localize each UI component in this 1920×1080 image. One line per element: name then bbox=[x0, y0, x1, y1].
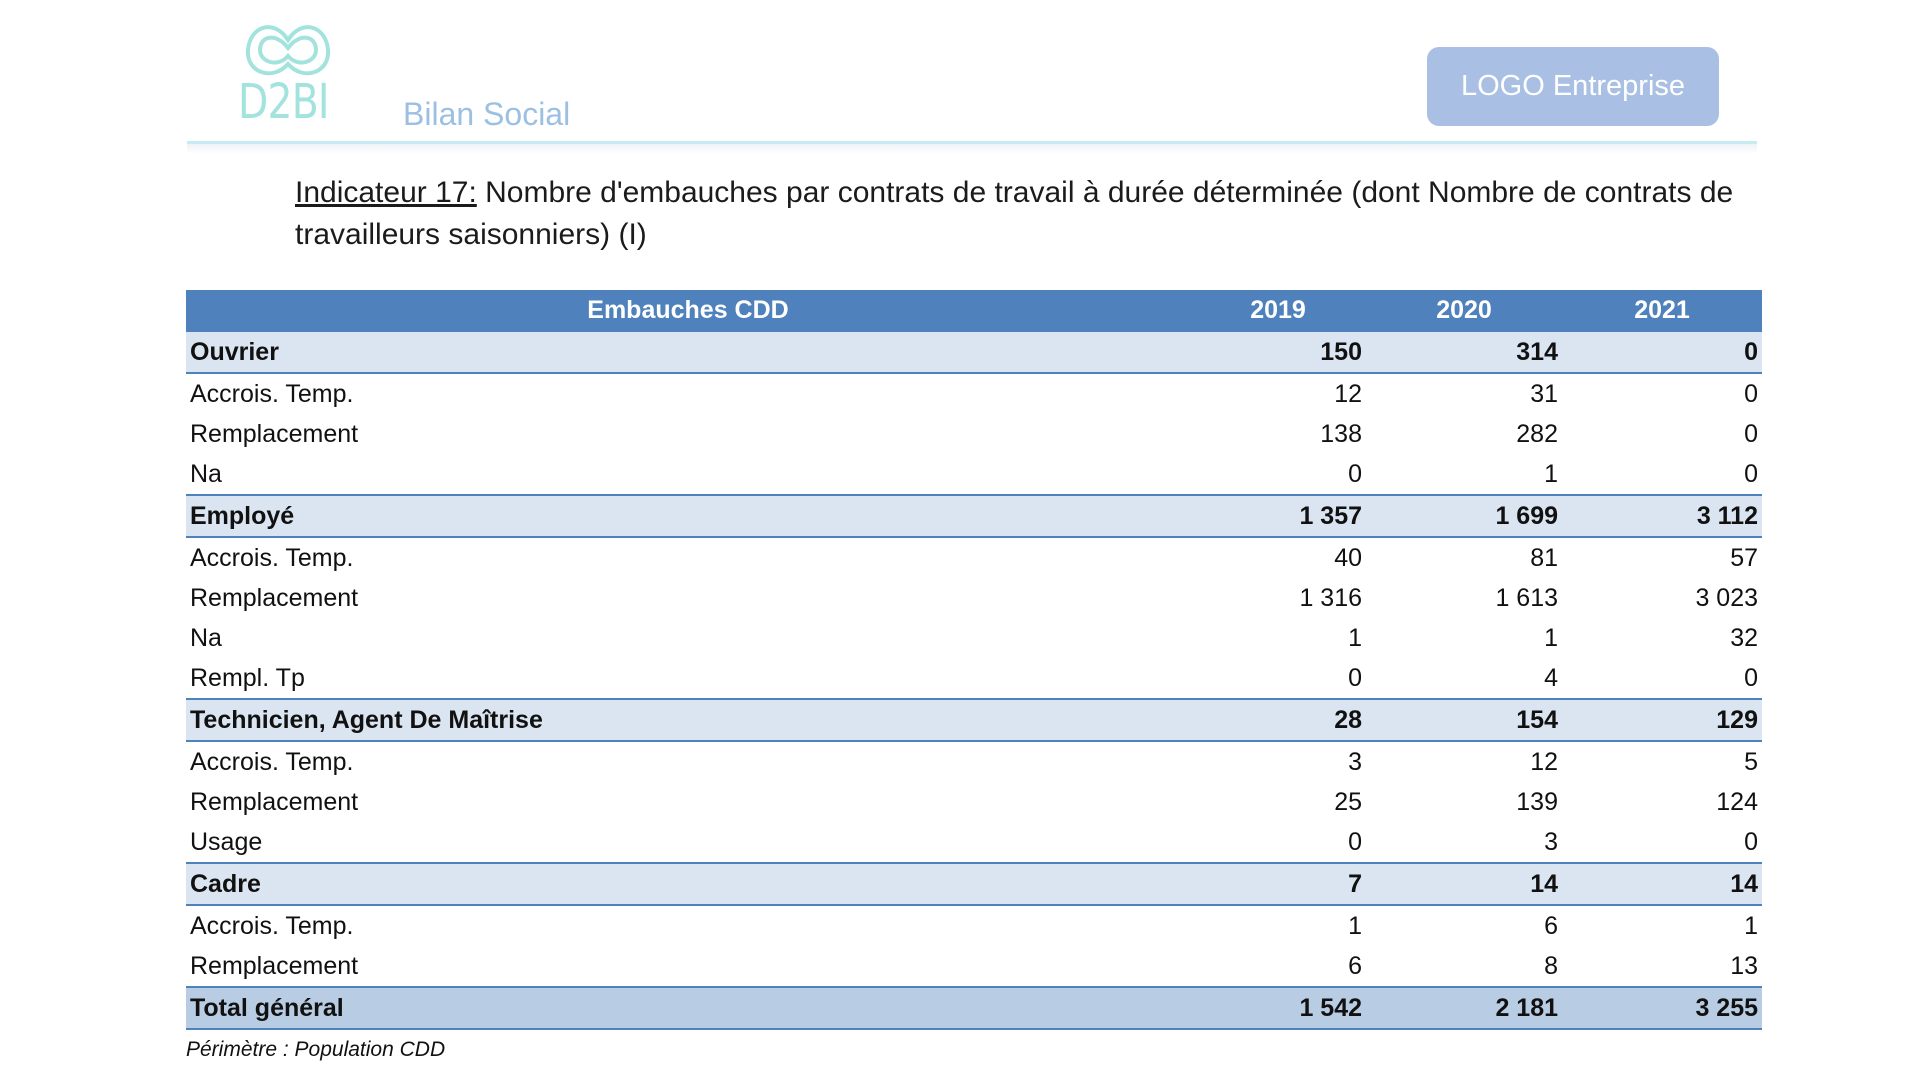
table-row bbox=[186, 905, 1762, 946]
table-header-row bbox=[186, 290, 1762, 331]
company-logo-placeholder bbox=[1427, 47, 1719, 126]
value-cell: 12 bbox=[1334, 379, 1362, 408]
row-label-cell: Remplacement bbox=[190, 419, 359, 448]
value-cell: 3 023 bbox=[1695, 583, 1758, 612]
table-row bbox=[186, 618, 1762, 658]
table-row bbox=[186, 454, 1762, 495]
value-cell: 0 bbox=[1744, 663, 1758, 692]
table-row bbox=[186, 537, 1762, 578]
value-cell: 4 bbox=[1544, 663, 1558, 692]
row-label-cell: Rempl. Tp bbox=[190, 663, 305, 692]
indicator-title bbox=[295, 172, 1775, 256]
table-body bbox=[186, 331, 1762, 1029]
column-header-2020: 2020 bbox=[1366, 290, 1562, 331]
table-row bbox=[186, 946, 1762, 987]
value-cell: 81 bbox=[1530, 543, 1558, 572]
table-row bbox=[186, 741, 1762, 782]
table-row bbox=[186, 658, 1762, 699]
value-cell: 0 bbox=[1744, 827, 1758, 856]
value-cell: 1 bbox=[1348, 911, 1362, 940]
category-row bbox=[186, 495, 1762, 537]
value-cell: 129 bbox=[1562, 699, 1762, 741]
value-cell: 3 bbox=[1348, 747, 1362, 776]
value-cell: 150 bbox=[1190, 331, 1366, 373]
document-title: Bilan Social bbox=[403, 96, 571, 132]
brand-logo bbox=[238, 8, 338, 130]
indicator-label: Indicateur 17: bbox=[295, 176, 477, 209]
row-label-cell: Remplacement bbox=[190, 787, 359, 816]
table-row bbox=[186, 822, 1762, 863]
row-label-cell: Accrois. Temp. bbox=[190, 747, 354, 776]
value-cell: 1 bbox=[1744, 911, 1758, 940]
value-cell: 1 357 bbox=[1190, 495, 1366, 537]
table-row bbox=[186, 373, 1762, 414]
value-cell: 0 bbox=[1348, 663, 1362, 692]
value-cell: 6 bbox=[1544, 911, 1558, 940]
value-cell: 31 bbox=[1530, 379, 1558, 408]
category-row bbox=[186, 331, 1762, 373]
value-cell: 14 bbox=[1366, 863, 1562, 905]
value-cell: 1 613 bbox=[1495, 583, 1558, 612]
value-cell: 5 bbox=[1744, 747, 1758, 776]
value-cell: 138 bbox=[1320, 419, 1362, 448]
footnote: Périmètre : Population CDD bbox=[186, 1038, 446, 1061]
row-label-cell: Accrois. Temp. bbox=[190, 911, 354, 940]
category-row bbox=[186, 699, 1762, 741]
value-cell: 3 112 bbox=[1562, 495, 1762, 537]
value-cell: 12 bbox=[1530, 747, 1558, 776]
row-label-cell: Cadre bbox=[186, 863, 1190, 905]
value-cell: 14 bbox=[1562, 863, 1762, 905]
row-label-cell: Na bbox=[190, 459, 222, 488]
row-label-cell: Accrois. Temp. bbox=[190, 543, 354, 572]
value-cell: 57 bbox=[1730, 543, 1758, 572]
row-label-cell: Total général bbox=[186, 987, 1190, 1029]
value-cell: 282 bbox=[1516, 419, 1558, 448]
value-cell: 1 316 bbox=[1299, 583, 1362, 612]
column-header-2021: 2021 bbox=[1562, 290, 1762, 331]
value-cell: 28 bbox=[1190, 699, 1366, 741]
value-cell: 25 bbox=[1334, 787, 1362, 816]
table-row bbox=[186, 414, 1762, 454]
brand-logo-text: D2BI bbox=[238, 74, 329, 130]
value-cell: 139 bbox=[1516, 787, 1558, 816]
table-row bbox=[186, 578, 1762, 618]
value-cell: 40 bbox=[1334, 543, 1362, 572]
company-logo-label: LOGO Entreprise bbox=[1460, 70, 1686, 102]
value-cell: 3 255 bbox=[1562, 987, 1762, 1029]
value-cell: 6 bbox=[1348, 951, 1362, 980]
value-cell: 314 bbox=[1366, 331, 1562, 373]
row-label-cell: Na bbox=[190, 623, 222, 652]
category-row bbox=[186, 863, 1762, 905]
value-cell: 0 bbox=[1744, 419, 1758, 448]
row-label-cell: Remplacement bbox=[190, 951, 359, 980]
value-cell: 1 542 bbox=[1190, 987, 1366, 1029]
value-cell: 2 181 bbox=[1366, 987, 1562, 1029]
header-divider-shadow bbox=[187, 144, 1757, 154]
row-label-cell: Accrois. Temp. bbox=[190, 379, 354, 408]
value-cell: 1 bbox=[1348, 623, 1362, 652]
value-cell: 7 bbox=[1190, 863, 1366, 905]
row-label-cell: Employé bbox=[186, 495, 1190, 537]
value-cell: 13 bbox=[1730, 951, 1758, 980]
value-cell: 124 bbox=[1716, 787, 1758, 816]
row-label-cell: Ouvrier bbox=[186, 331, 1190, 373]
value-cell: 1 699 bbox=[1366, 495, 1562, 537]
column-header-label: Embauches CDD bbox=[186, 290, 1190, 331]
row-label-cell: Technicien, Agent De Maîtrise bbox=[186, 699, 1190, 741]
value-cell: 1 bbox=[1544, 459, 1558, 488]
total-row bbox=[186, 987, 1762, 1029]
value-cell: 0 bbox=[1562, 331, 1762, 373]
column-header-2019: 2019 bbox=[1190, 290, 1366, 331]
row-label-cell: Remplacement bbox=[190, 583, 359, 612]
value-cell: 1 bbox=[1544, 623, 1558, 652]
cdd-hires-table bbox=[186, 290, 1762, 1030]
indicator-text: Nombre d'embauches par contrats de travail à durée déterminée (dont Nombre de contrats de travailleurs saisonniers) (I) bbox=[295, 176, 1734, 251]
value-cell: 154 bbox=[1366, 699, 1562, 741]
value-cell: 0 bbox=[1744, 459, 1758, 488]
brand-logo-icon bbox=[242, 12, 334, 80]
value-cell: 3 bbox=[1544, 827, 1558, 856]
value-cell: 0 bbox=[1348, 827, 1362, 856]
table-row bbox=[186, 782, 1762, 822]
value-cell: 0 bbox=[1348, 459, 1362, 488]
value-cell: 8 bbox=[1544, 951, 1558, 980]
value-cell: 0 bbox=[1744, 379, 1758, 408]
value-cell: 32 bbox=[1730, 623, 1758, 652]
row-label-cell: Usage bbox=[190, 827, 263, 856]
